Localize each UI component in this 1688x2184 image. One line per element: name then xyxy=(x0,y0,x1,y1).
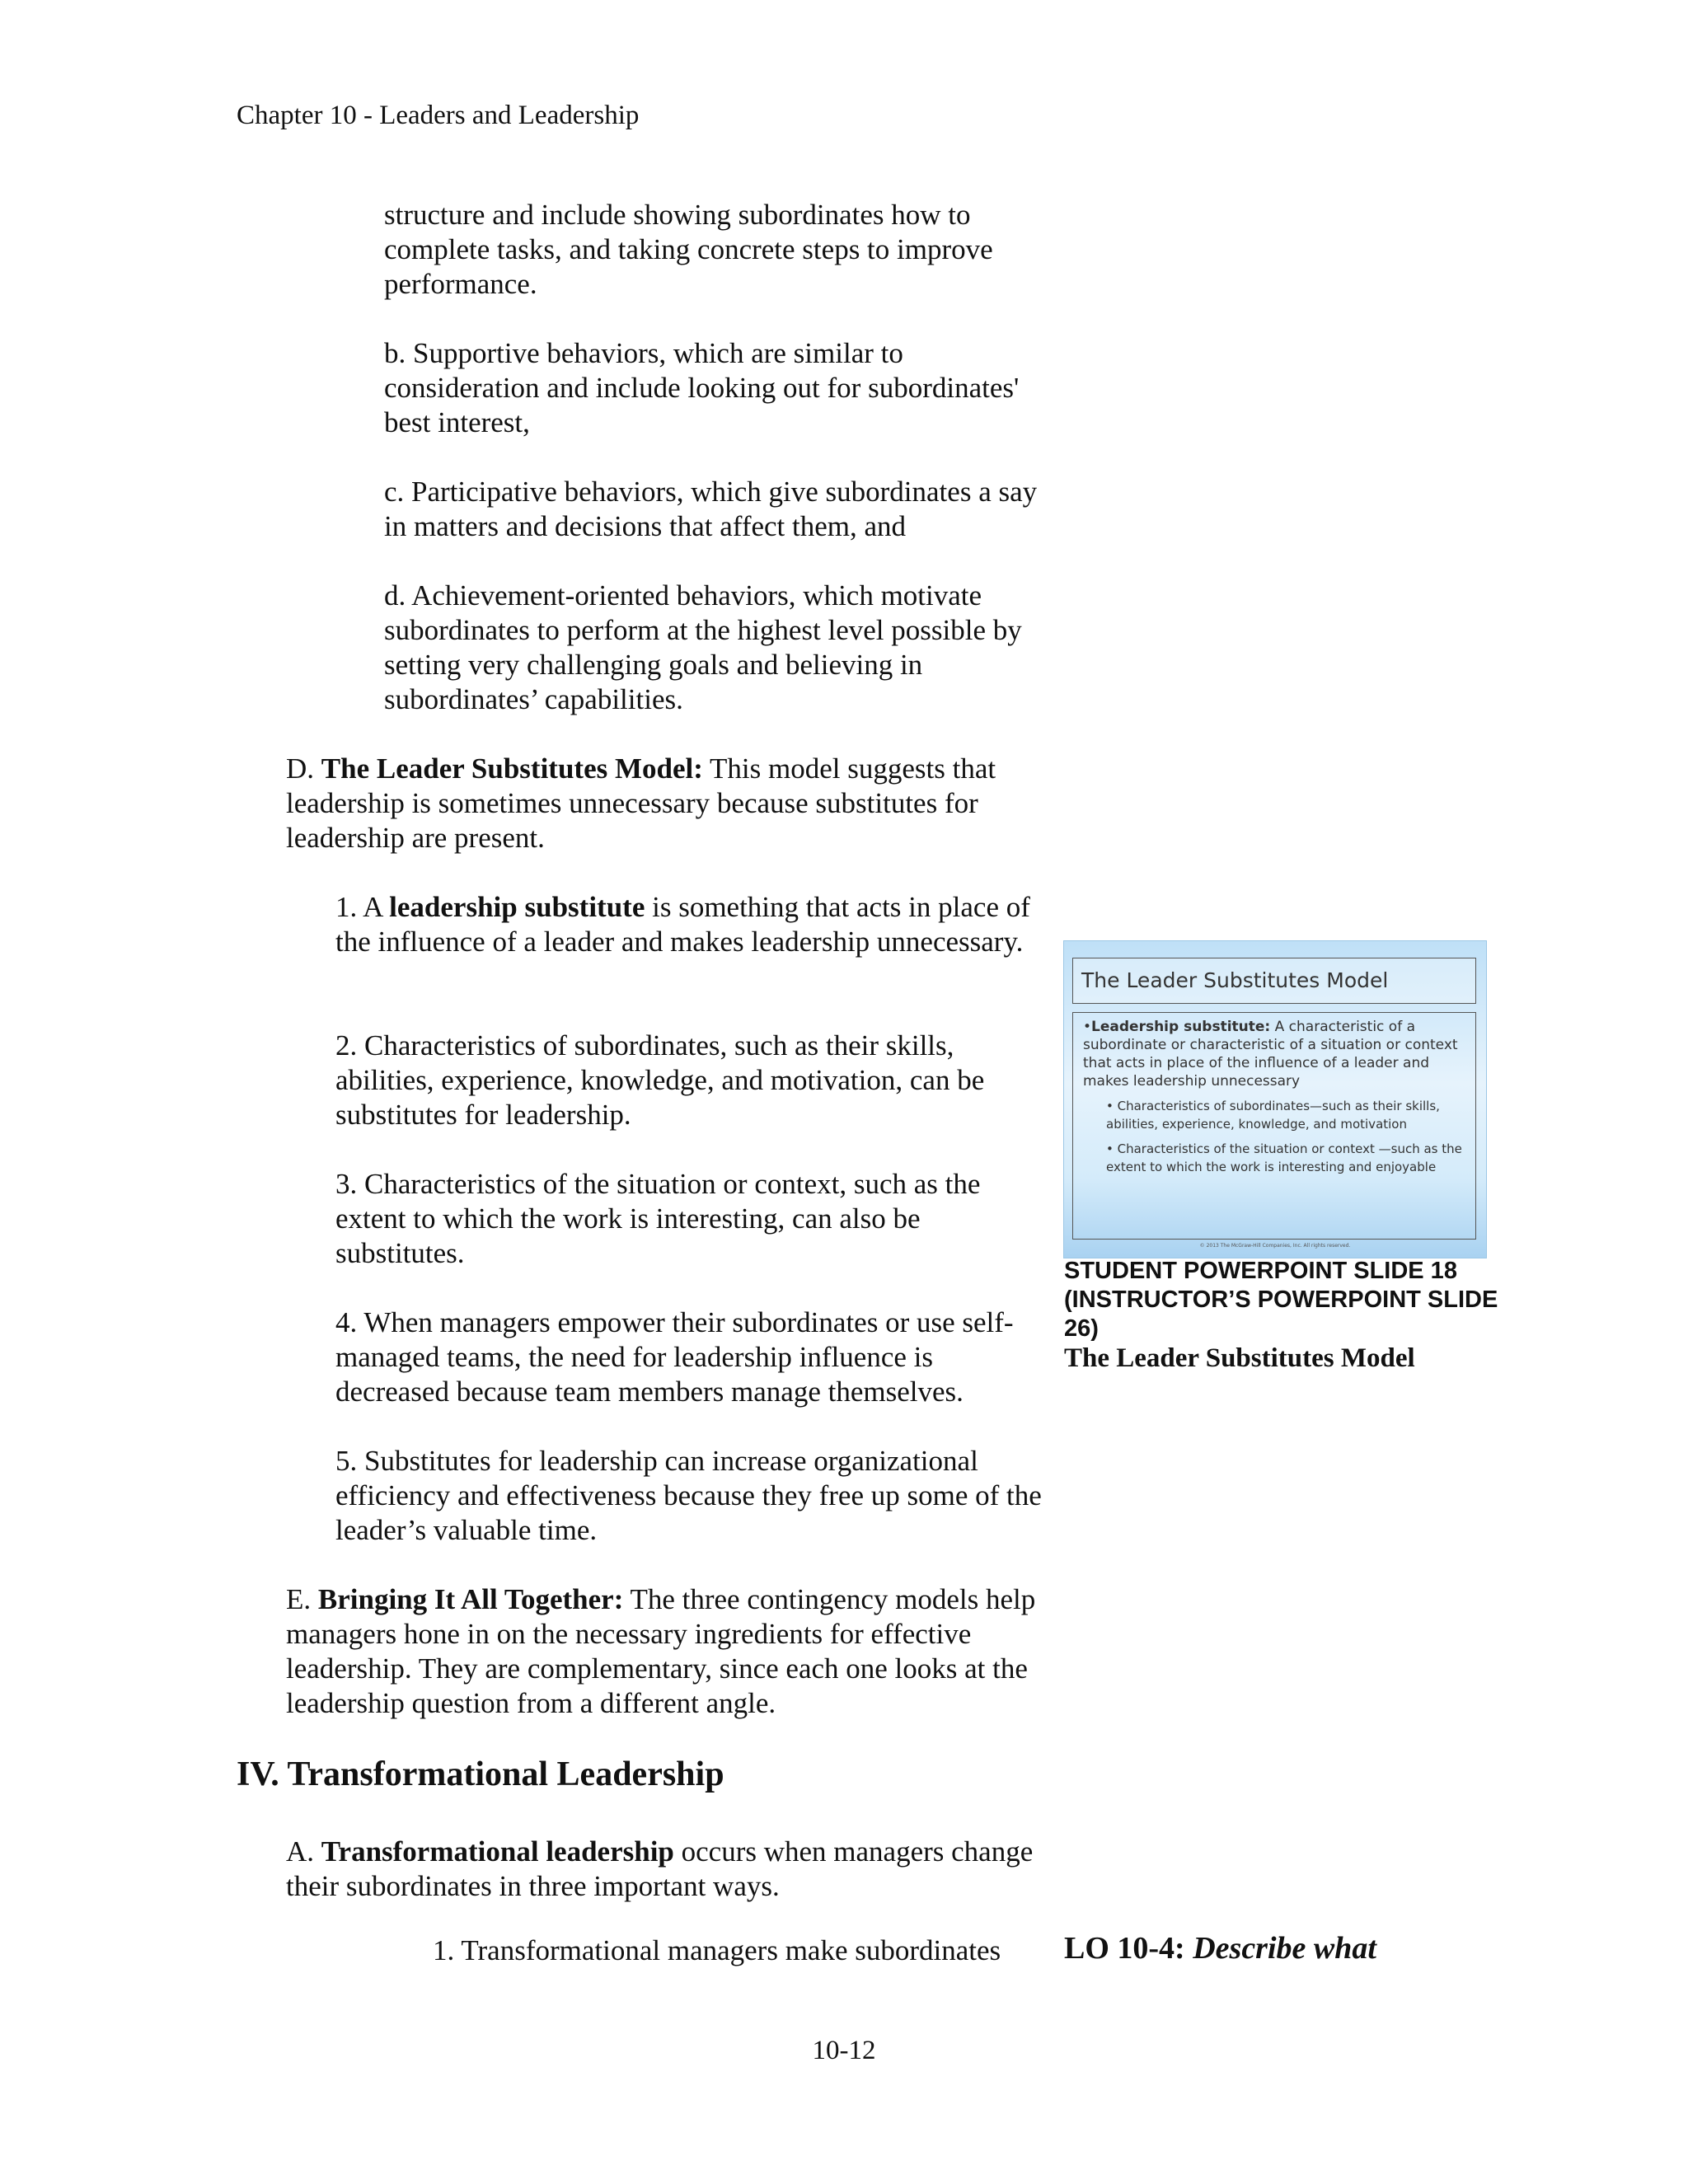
slide-body xyxy=(1083,1018,1467,1176)
section-iv-a: A. Transformational leadership occurs when managers change their subordinates in three important ways. xyxy=(286,1835,1034,1902)
section-d-term: The Leader Substitutes Model: xyxy=(321,752,703,785)
item-a-continuation: structure and include showing subordinates how to complete tasks, and taking concrete steps to improve performance. xyxy=(384,199,993,300)
section-d-item-4: 4. When managers empower their subordinates or use self-managed teams, the need for leadership influence is decreased because team members manage themselves. xyxy=(335,1306,1014,1408)
slide-title-box xyxy=(1072,958,1476,1004)
item-d: d. Achievement-oriented behaviors, which motivate subordinates to perform at the highest level possible by setting very challenging goals and believing in subordinates’ capabilities. xyxy=(384,579,1022,715)
powerpoint-slide-thumbnail xyxy=(1064,941,1486,1258)
section-d: D. The Leader Substitutes Model: This model suggests that leadership is sometimes unnecessary because substitutes for leadership are present. xyxy=(286,752,996,854)
item-c: c. Participative behaviors, which give subordinates a say in matters and decisions that affect them, and xyxy=(384,476,1038,542)
leadership-substitute-term: leadership substitute xyxy=(389,891,645,923)
section-e-term: Bringing It All Together: xyxy=(317,1583,624,1615)
transformational-leadership-term: Transformational leadership xyxy=(321,1835,674,1868)
slide-caption-title: The Leader Substitutes Model xyxy=(1064,1343,1415,1373)
slide-caption: STUDENT POWERPOINT SLIDE 18 (INSTRUCTOR’S POWERPOINT SLIDE 26) xyxy=(1064,1258,1498,1342)
section-iv-a-item-1: 1. Transformational managers make subordinates xyxy=(433,1934,1001,1966)
slide-copyright: © 2013 The McGraw-Hill Companies, Inc. All rights reserved. xyxy=(1199,1243,1351,1249)
section-e: E. Bringing It All Together: The three contingency models help managers hone in on the necessary ingredients for effective leadership. They are complementary, since each one looks at the leadership question from a different angle. xyxy=(286,1583,1036,1719)
item-b: b. Supportive behaviors, which are similar to consideration and include looking out for subordinates' best interest, xyxy=(384,337,1020,438)
section-d-item-3: 3. Characteristics of the situation or context, such as the extent to which the work is interesting, can also be substitutes. xyxy=(335,1168,981,1269)
page-number: 10-12 xyxy=(812,2036,876,2065)
slide-sub-bullet: • Characteristics of the situation or context —such as the extent to which the work is interesting and enjoyable xyxy=(1106,1141,1462,1174)
learning-objective: LO 10-4: Describe what xyxy=(1064,1931,1376,1966)
slide-main-bullet: •Leadership substitute: A characteristic of a subordinate or characteristic of a situation or context that acts in place of the influence of a leader and makes leadership unnecessary xyxy=(1083,1019,1458,1090)
slide-body-box xyxy=(1072,1012,1476,1240)
section-d-item-5: 5. Substitutes for leadership can increase organizational efficiency and effectiveness because they free up some of the leader’s valuable time. xyxy=(335,1445,1042,1546)
section-iv-heading: IV. Transformational Leadership xyxy=(237,1755,724,1793)
slide-title: The Leader Substitutes Model xyxy=(1081,968,1389,992)
section-d-item-1: 1. A leadership substitute is something that acts in place of the influence of a leader and makes leadership unnecessary. xyxy=(335,891,1030,958)
section-d-item-2: 2. Characteristics of subordinates, such as their skills, abilities, experience, knowledge, and motivation, can be substitutes for leadership. xyxy=(335,1029,985,1131)
running-header: Chapter 10 - Leaders and Leadership xyxy=(237,101,640,130)
slide-sub-bullet: • Characteristics of subordinates—such as their skills, abilities, experience, knowledge, and motivation xyxy=(1106,1099,1440,1132)
